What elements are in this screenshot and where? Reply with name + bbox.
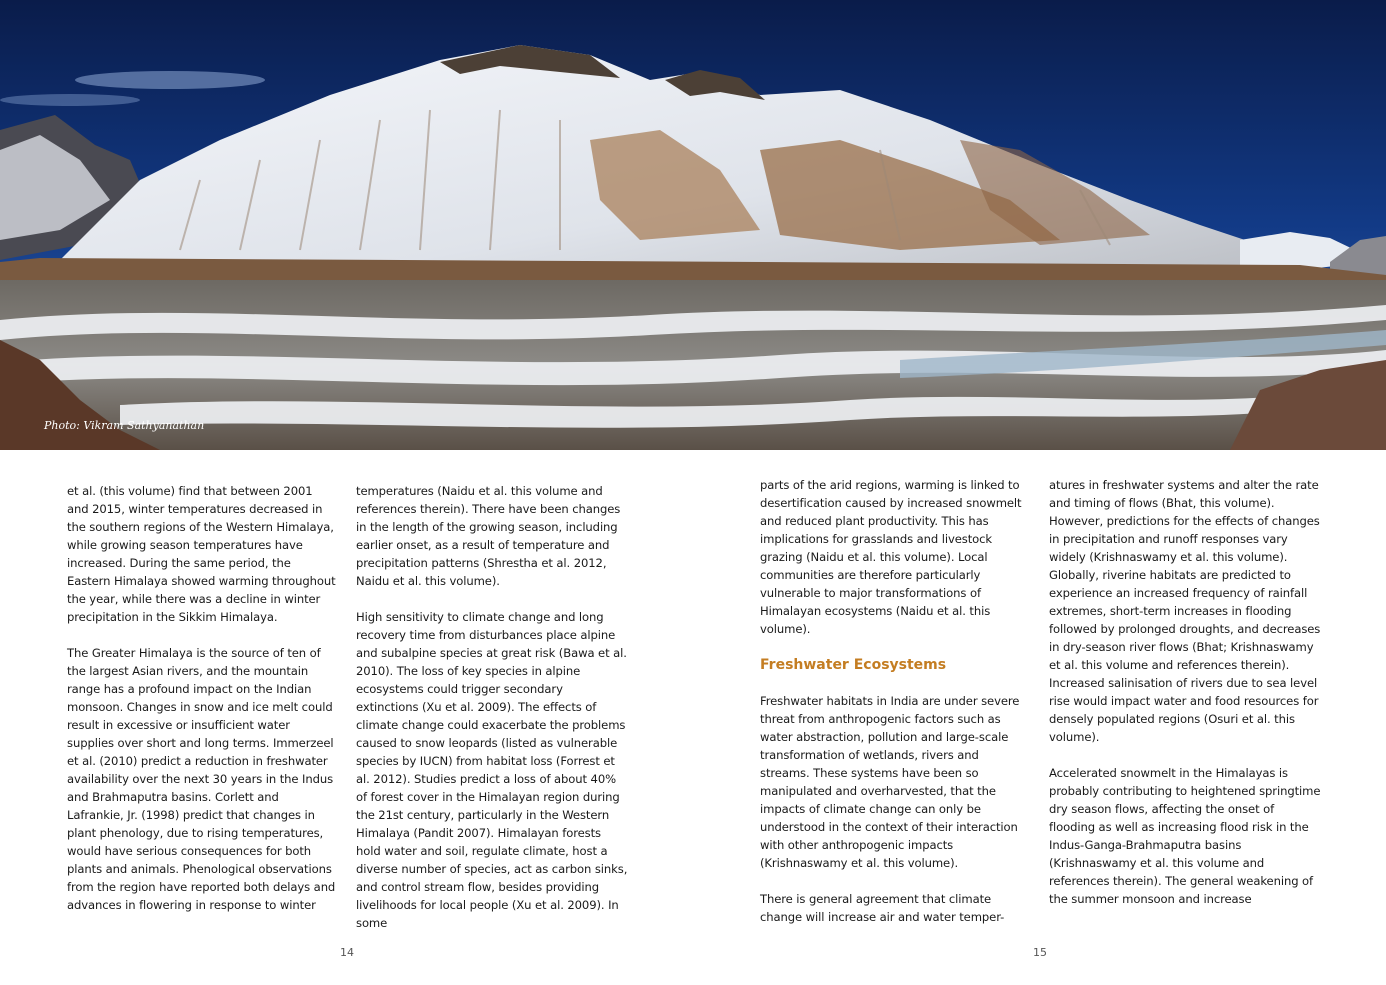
text-column-1 — [67, 482, 337, 932]
page-number-left: 14 — [340, 946, 354, 959]
paragraph: et al. (this volume) find that between 2001 and 2015, winter temperatures decreased in the southern regions of the Western Himalaya, while growing season temperatures have increased. During the same period, the Eastern Himalaya showed warming throughout the year, while there was a decline in winter precipitation in the Sikkim Himalaya. — [67, 484, 336, 624]
paragraph: Accelerated snowmelt in the Himalayas is probably contributing to heightened springtime dry season flows, affecting the onset of flooding as well as increasing flood risk in the Indus-Ganga-Brahmaputra basins (Krishnaswamy et al. this volume and references therein). The general weakening of the summer monsoon and increase — [1049, 766, 1321, 906]
text-column-4 — [1049, 476, 1321, 926]
paragraph: Freshwater habitats in India are under severe threat from anthropogenic factors such as water abstraction, pollution and large-scale transformation of wetlands, rivers and streams. These systems have been so manipulated and overharvested, that the impacts of climate change can only be understood in the context of their interaction with other anthropogenic impacts (Krishnaswamy et al. this volume). — [760, 694, 1020, 870]
page-number-right: 15 — [1033, 946, 1047, 959]
paragraph: parts of the arid regions, warming is linked to desertification caused by increased snowmelt and reduced plant productivity. This has implications for grasslands and livestock grazing (Naidu et al. this volume). Local communities are therefore particularly vulnerable to major transformations of Himalayan ecosystems (Naidu et al. this volume). — [760, 478, 1022, 636]
paragraph: There is general agreement that climate change will increase air and water temper- — [760, 892, 1005, 924]
paragraph: The Greater Himalaya is the source of ten of the largest Asian rivers, and the mountain range has a profound impact on the Indian monsoon. Changes in snow and ice melt could result in excessive or insufficient water supplies over short and long terms. Immerzeel et al. (2010) predict a reduction in freshwater availability over the next 30 years in the Indus and Brahmaputra basins. Corlett and Lafrankie, Jr. (1998) predict that changes in plant phenology, due to rising temperatures, would have serious consequences for both plants and animals. Phenological observations from the region have reported both delays and advances in flowering in response to winter — [67, 646, 336, 912]
paragraph: temperatures (Naidu et al. this volume and references therein). There have been changes in the length of the growing season, including earlier onset, as a result of temperature and precipitation patterns (Shrestha et al. 2012, Naidu et al. this volume). — [356, 484, 621, 588]
text-column-2 — [356, 482, 628, 950]
paragraph: High sensitivity to climate change and long recovery time from disturbances place alpine and subalpine species at great risk (Bawa et al. 2010). The loss of key species in alpine ecosystems could trigger secondary extinctions (Xu et al. 2009). The effects of climate change could exacerbate the problems caused to snow leopards (listed as vulnerable species by IUCN) from habitat loss (Forrest et al. 2012). Studies predict a loss of about 40% of forest cover in the Himalayan region during the 21st century, particularly in the Western Himalaya (Pandit 2007). Himalayan forests hold water and soil, regulate climate, host a diverse number of species, act as carbon sinks, and control stream flow, besides providing livelihoods for local people (Xu et al. 2009). In some — [356, 610, 628, 930]
paragraph: atures in freshwater systems and alter the rate and timing of flows (Bhat, this volume). However, predictions for the effects of changes in precipitation and runoff responses vary widely (Krishnaswamy et al. this volume). Globally, riverine habitats are predicted to experience an increased frequency of rainfall extremes, short-term increases in flooding followed by prolonged droughts, and decreases in dry-season river flows (Bhat; Krishnaswamy et al. this volume and references therein). Increased salinisation of rivers due to sea level rise would impact water and food resources for densely populated regions (Osuri et al. this volume). — [1049, 478, 1321, 744]
landscape-photo — [0, 0, 1386, 450]
text-column-3 — [760, 476, 1024, 944]
section-heading: Freshwater Ecosystems — [760, 657, 947, 673]
photo-credit: Photo: Vikram Sathyanathan — [44, 419, 205, 432]
